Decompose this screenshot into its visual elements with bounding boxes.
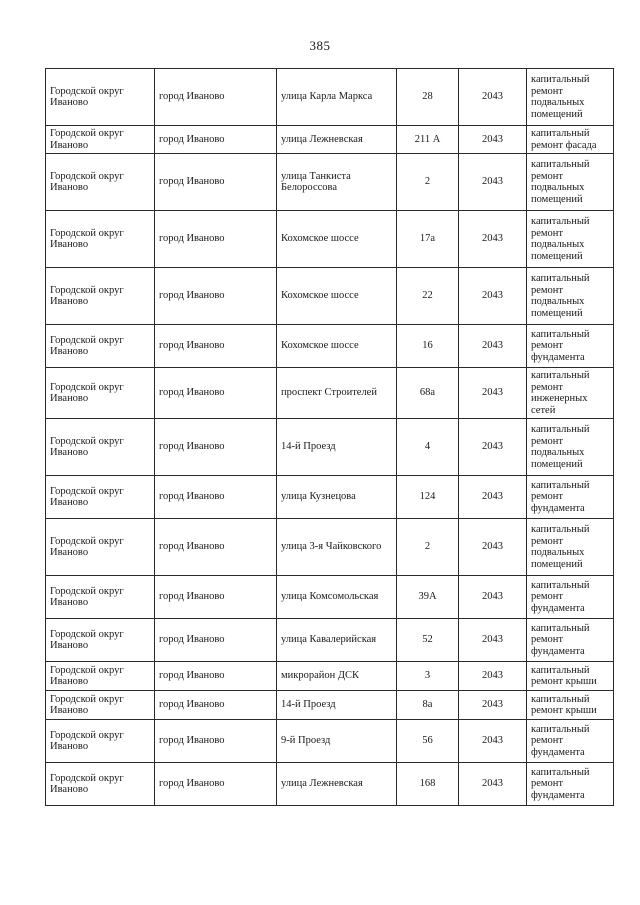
- work-type-cell: капитальный ремонт фундамента: [527, 763, 614, 806]
- city-cell: город Иваново: [155, 763, 277, 806]
- work-type-cell: капитальный ремонт подвальных помещений: [527, 211, 614, 268]
- street-cell: Кохомское шоссе: [277, 268, 397, 325]
- work-type-cell: капитальный ремонт крыши: [527, 691, 614, 720]
- house-number-cell: 17а: [397, 211, 459, 268]
- city-cell: город Иваново: [155, 268, 277, 325]
- city-cell: город Иваново: [155, 691, 277, 720]
- city-cell: город Иваново: [155, 126, 277, 154]
- okrug-cell: Городской округ Иваново: [46, 720, 155, 763]
- registry-table-body: [46, 69, 614, 806]
- year-cell: 2043: [459, 268, 527, 325]
- work-type-cell: капитальный ремонт фасада: [527, 126, 614, 154]
- street-cell: улица Кавалерийская: [277, 619, 397, 662]
- table-row: [46, 519, 614, 576]
- street-cell: улица Комсомольская: [277, 576, 397, 619]
- year-cell: 2043: [459, 211, 527, 268]
- city-cell: город Иваново: [155, 720, 277, 763]
- okrug-cell: Городской округ Иваново: [46, 368, 155, 419]
- okrug-cell: Городской округ Иваново: [46, 211, 155, 268]
- work-type-cell: капитальный ремонт крыши: [527, 662, 614, 691]
- table-row: [46, 325, 614, 368]
- table-row: [46, 69, 614, 126]
- year-cell: 2043: [459, 419, 527, 476]
- okrug-cell: Городской округ Иваново: [46, 419, 155, 476]
- city-cell: город Иваново: [155, 211, 277, 268]
- house-number-cell: 22: [397, 268, 459, 325]
- street-cell: улица Танкиста Белороссова: [277, 154, 397, 211]
- street-cell: улица Лежневская: [277, 126, 397, 154]
- work-type-cell: капитальный ремонт подвальных помещений: [527, 154, 614, 211]
- okrug-cell: Городской округ Иваново: [46, 268, 155, 325]
- house-number-cell: 168: [397, 763, 459, 806]
- work-type-cell: капитальный ремонт подвальных помещений: [527, 519, 614, 576]
- work-type-cell: капитальный ремонт инженерных сетей: [527, 368, 614, 419]
- city-cell: город Иваново: [155, 368, 277, 419]
- registry-table: [45, 68, 614, 806]
- house-number-cell: 28: [397, 69, 459, 126]
- house-number-cell: 211 А: [397, 126, 459, 154]
- city-cell: город Иваново: [155, 519, 277, 576]
- house-number-cell: 2: [397, 154, 459, 211]
- city-cell: город Иваново: [155, 325, 277, 368]
- house-number-cell: 56: [397, 720, 459, 763]
- street-cell: улица Лежневская: [277, 763, 397, 806]
- street-cell: 14-й Проезд: [277, 691, 397, 720]
- table-row: [46, 126, 614, 154]
- work-type-cell: капитальный ремонт фундамента: [527, 325, 614, 368]
- house-number-cell: 16: [397, 325, 459, 368]
- city-cell: город Иваново: [155, 419, 277, 476]
- street-cell: проспект Строителей: [277, 368, 397, 419]
- year-cell: 2043: [459, 126, 527, 154]
- work-type-cell: капитальный ремонт фундамента: [527, 576, 614, 619]
- year-cell: 2043: [459, 619, 527, 662]
- table-row: [46, 419, 614, 476]
- year-cell: 2043: [459, 154, 527, 211]
- okrug-cell: Городской округ Иваново: [46, 619, 155, 662]
- city-cell: город Иваново: [155, 69, 277, 126]
- table-row: [46, 691, 614, 720]
- house-number-cell: 68а: [397, 368, 459, 419]
- year-cell: 2043: [459, 476, 527, 519]
- okrug-cell: Городской округ Иваново: [46, 154, 155, 211]
- street-cell: микрорайон ДСК: [277, 662, 397, 691]
- year-cell: 2043: [459, 325, 527, 368]
- okrug-cell: Городской округ Иваново: [46, 519, 155, 576]
- year-cell: 2043: [459, 69, 527, 126]
- okrug-cell: Городской округ Иваново: [46, 126, 155, 154]
- house-number-cell: 39А: [397, 576, 459, 619]
- table-row: [46, 154, 614, 211]
- table-row: [46, 720, 614, 763]
- street-cell: Кохомское шоссе: [277, 211, 397, 268]
- okrug-cell: Городской округ Иваново: [46, 662, 155, 691]
- table-row: [46, 368, 614, 419]
- street-cell: Кохомское шоссе: [277, 325, 397, 368]
- okrug-cell: Городской округ Иваново: [46, 763, 155, 806]
- year-cell: 2043: [459, 576, 527, 619]
- table-row: [46, 268, 614, 325]
- year-cell: 2043: [459, 720, 527, 763]
- house-number-cell: 8а: [397, 691, 459, 720]
- year-cell: 2043: [459, 763, 527, 806]
- okrug-cell: Городской округ Иваново: [46, 69, 155, 126]
- house-number-cell: 2: [397, 519, 459, 576]
- table-row: [46, 211, 614, 268]
- year-cell: 2043: [459, 519, 527, 576]
- street-cell: улица Карла Маркса: [277, 69, 397, 126]
- table-row: [46, 662, 614, 691]
- work-type-cell: капитальный ремонт фундамента: [527, 476, 614, 519]
- city-cell: город Иваново: [155, 154, 277, 211]
- work-type-cell: капитальный ремонт подвальных помещений: [527, 69, 614, 126]
- work-type-cell: капитальный ремонт подвальных помещений: [527, 268, 614, 325]
- year-cell: 2043: [459, 691, 527, 720]
- table-row: [46, 763, 614, 806]
- street-cell: 14-й Проезд: [277, 419, 397, 476]
- page-number: 385: [309, 38, 331, 53]
- city-cell: город Иваново: [155, 476, 277, 519]
- street-cell: 9-й Проезд: [277, 720, 397, 763]
- okrug-cell: Городской округ Иваново: [46, 325, 155, 368]
- city-cell: город Иваново: [155, 619, 277, 662]
- street-cell: улица Кузнецова: [277, 476, 397, 519]
- table-row: [46, 476, 614, 519]
- okrug-cell: Городской округ Иваново: [46, 576, 155, 619]
- okrug-cell: Городской округ Иваново: [46, 691, 155, 720]
- table-row: [46, 576, 614, 619]
- year-cell: 2043: [459, 368, 527, 419]
- work-type-cell: капитальный ремонт подвальных помещений: [527, 419, 614, 476]
- city-cell: город Иваново: [155, 662, 277, 691]
- work-type-cell: капитальный ремонт фундамента: [527, 720, 614, 763]
- house-number-cell: 52: [397, 619, 459, 662]
- table-row: [46, 619, 614, 662]
- okrug-cell: Городской округ Иваново: [46, 476, 155, 519]
- house-number-cell: 124: [397, 476, 459, 519]
- house-number-cell: 3: [397, 662, 459, 691]
- work-type-cell: капитальный ремонт фундамента: [527, 619, 614, 662]
- year-cell: 2043: [459, 662, 527, 691]
- house-number-cell: 4: [397, 419, 459, 476]
- city-cell: город Иваново: [155, 576, 277, 619]
- street-cell: улица 3-я Чайковского: [277, 519, 397, 576]
